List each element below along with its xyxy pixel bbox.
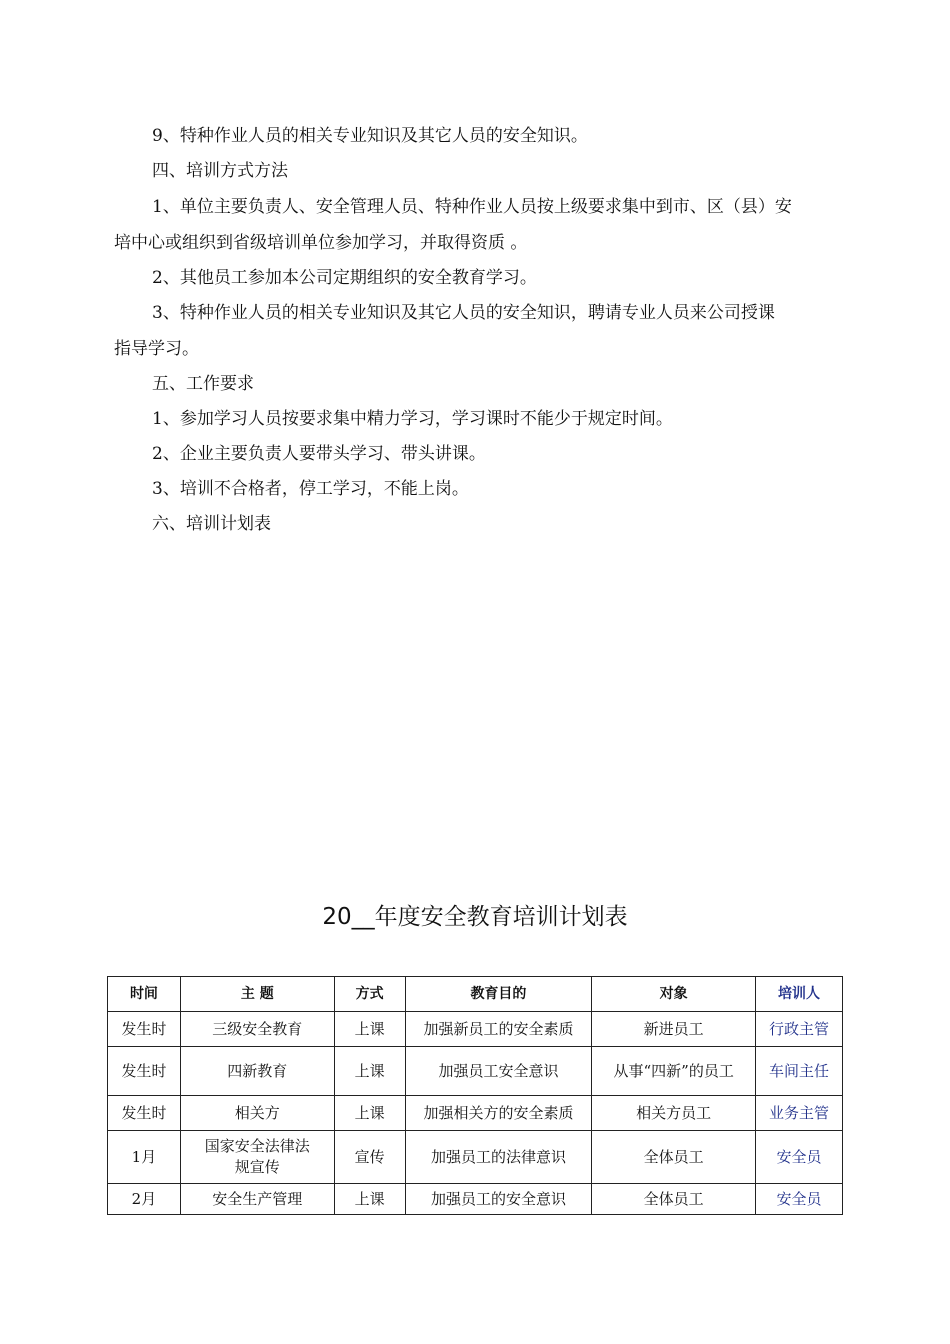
cell-target: 相关方员工 [592, 1096, 756, 1131]
cell-method: 上课 [334, 1184, 405, 1215]
cell-trainer: 行政主管 [756, 1012, 843, 1047]
cell-purpose: 加强员工的法律意识 [405, 1131, 592, 1184]
cell-time: 1月 [108, 1131, 181, 1184]
cell-target: 全体员工 [592, 1184, 756, 1215]
table-row [108, 1184, 843, 1215]
cell-method: 上课 [334, 1096, 405, 1131]
cell-purpose: 加强员工安全意识 [405, 1047, 592, 1096]
cell-method: 上课 [334, 1012, 405, 1047]
cell-time: 发生时 [108, 1047, 181, 1096]
cell-topic: 三级安全教育 [180, 1012, 334, 1047]
table-header-row [108, 977, 843, 1012]
header-method: 方式 [334, 977, 405, 1012]
paragraph-method-1-line2: 培中心或组织到省级培训单位参加学习，并取得资质 。 [114, 233, 528, 253]
table-row [108, 1096, 843, 1131]
cell-target: 全体员工 [592, 1131, 756, 1184]
paragraph-req-2: 2、企业主要负责人要带头学习、带头讲课。 [152, 444, 486, 464]
cell-time: 2月 [108, 1184, 181, 1215]
paragraph-method-1-line1: 1、单位主要负责人、安全管理人员、特种作业人员按上级要求集中到市、区（县）安 [152, 197, 792, 217]
cell-purpose: 加强员工的安全意识 [405, 1184, 592, 1215]
section-heading-4: 四、培训方式方法 [152, 161, 288, 181]
plan-title: 20__年度安全教育培训计划表 [322, 904, 628, 930]
section-heading-6: 六、培训计划表 [152, 514, 271, 534]
header-trainer: 培训人 [756, 977, 843, 1012]
cell-target: 新进员工 [592, 1012, 756, 1047]
cell-trainer: 安全员 [756, 1184, 843, 1215]
cell-trainer: 车间主任 [756, 1047, 843, 1096]
header-topic: 主 题 [180, 977, 334, 1012]
cell-purpose: 加强相关方的安全素质 [405, 1096, 592, 1131]
cell-time: 发生时 [108, 1096, 181, 1131]
header-time: 时间 [108, 977, 181, 1012]
cell-target: 从事“四新”的员工 [592, 1047, 756, 1096]
cell-purpose: 加强新员工的安全素质 [405, 1012, 592, 1047]
cell-topic: 国家安全法律法规宣传 [180, 1131, 334, 1184]
paragraph-method-3-line1: 3、特种作业人员的相关专业知识及其它人员的安全知识，聘请专业人员来公司授课 [152, 303, 775, 323]
cell-topic: 相关方 [180, 1096, 334, 1131]
training-plan-table [107, 976, 843, 1215]
cell-trainer: 安全员 [756, 1131, 843, 1184]
cell-trainer: 业务主管 [756, 1096, 843, 1131]
paragraph-item-9: 9、特种作业人员的相关专业知识及其它人员的安全知识。 [152, 126, 588, 146]
paragraph-method-3-line2: 指导学习。 [114, 339, 199, 359]
section-heading-5: 五、工作要求 [152, 374, 254, 394]
cell-topic: 安全生产管理 [180, 1184, 334, 1215]
table-row [108, 1131, 843, 1184]
paragraph-req-1: 1、参加学习人员按要求集中精力学习，学习课时不能少于规定时间。 [152, 409, 673, 429]
table-row [108, 1012, 843, 1047]
paragraph-req-3: 3、培训不合格者，停工学习，不能上岗。 [152, 479, 469, 499]
cell-time: 发生时 [108, 1012, 181, 1047]
paragraph-method-2: 2、其他员工参加本公司定期组织的安全教育学习。 [152, 268, 537, 288]
cell-method: 宣传 [334, 1131, 405, 1184]
cell-topic: 四新教育 [180, 1047, 334, 1096]
table-row [108, 1047, 843, 1096]
cell-method: 上课 [334, 1047, 405, 1096]
header-purpose: 教育目的 [405, 977, 592, 1012]
header-target: 对象 [592, 977, 756, 1012]
